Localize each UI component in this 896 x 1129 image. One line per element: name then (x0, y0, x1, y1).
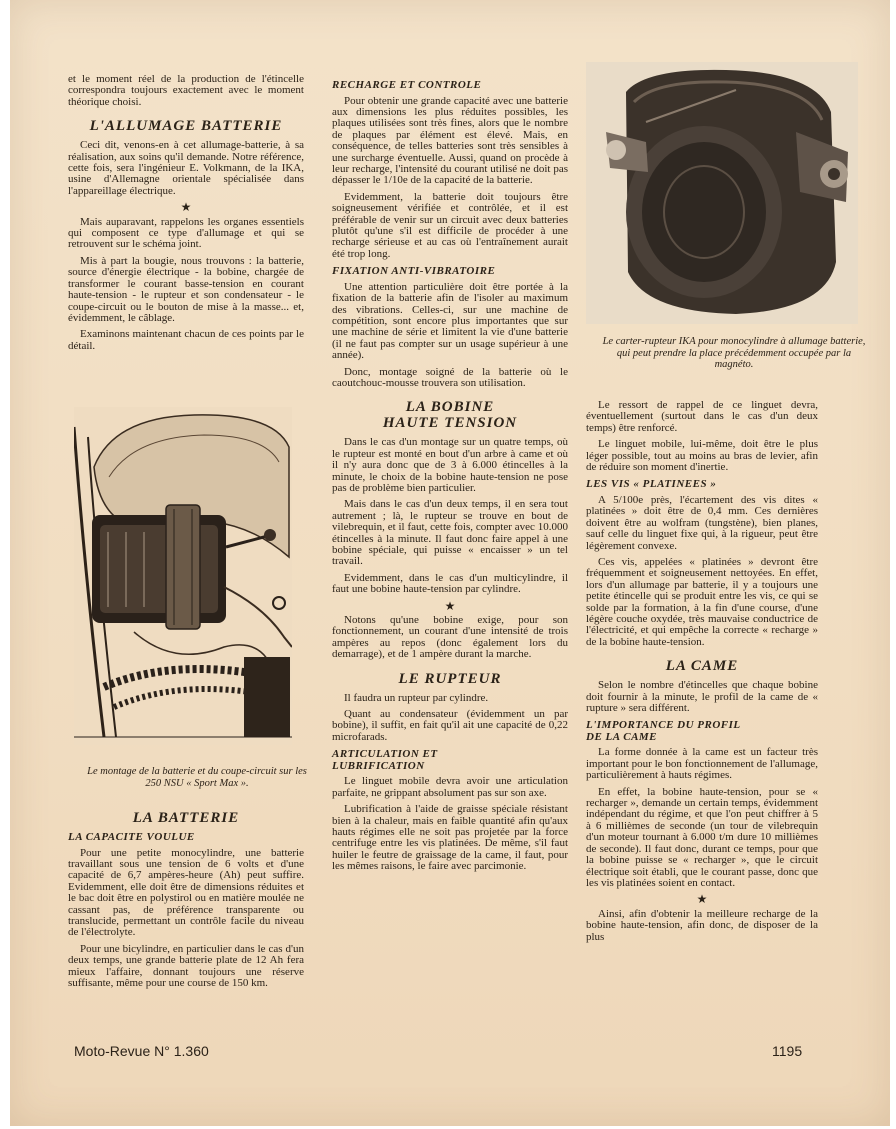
paragraph: Mis à part la bougie, nous trouvons : la batterie, source d'énergie électrique - la bobine, chargée de transformer le courant basse-tension en courant haute-tension - le rupteur et son condensateur - le coupe-circuit ou le bouton de mise à la masse... et, évidemment, le câblage. (68, 254, 304, 324)
paragraph: Lubrification à l'aide de graisse spéciale résistant bien à la chaleur, mais en faible quantité afin qu'aux hauts régimes elle ne soit pas projetée par la force centrifuge entre les vis platinées. De même, s'il faut huiler le feutre de graissage de la came, il faut, pour les mêmes raisons, le faire avec parcimonie. (332, 803, 568, 873)
column-2 (332, 74, 568, 878)
paragraph: Notons qu'une bobine exige, pour son fonctionnement, un courant d'une intensité de trois ampères au repos (donc également lors du demarrage), et de 1 ampère durant la marche. (332, 614, 568, 661)
paragraph: Selon le nombre d'étincelles que chaque bobine doit fournir à la minute, le profil de la came de « rupture » sera différent. (586, 679, 818, 715)
column-3 (586, 400, 818, 948)
paragraph: et le moment réel de la production de l'étincelle correspondra toujours exactement avec le moment théorique choisi. (68, 73, 304, 108)
paragraph: Ainsi, afin d'obtenir la meilleure recharge de la bobine haute-tension, afin donc, de disposer de la plus (586, 907, 818, 943)
footer-page-number: 1195 (772, 1043, 803, 1059)
paragraph: Examinons maintenant chacun de ces points par le détail. (68, 328, 304, 352)
paragraph: Le linguet mobile, lui-même, doit être le plus léger possible, tout au moins au bras de levier, afin de réduire son moment d'inertie. (586, 438, 818, 474)
paragraph: Pour une petite monocylindre, une batterie travaillant sous une tension de 6 volts et d'une capacité de 6,7 ampères-heure (Ah) peut suffire. Evidemment, elle doit être de dimensions réduites et le bac doit être en polystirol ou en matière moulée ne cassant pas, de préférence transparente ou translucide, permettant un contrôle facile du niveau de l'électrolyte. (68, 846, 304, 939)
section-heading: LA BATTERIE (132, 810, 240, 826)
paragraph: Donc, montage soigné de la batterie où le caoutchouc-mousse trouvera son utilisation. (332, 365, 568, 389)
paragraph: Quant au condensateur (évidemment un par bobine), il suffit, en fait qu'il ait une capacité de 0,22 microfarads. (332, 708, 568, 743)
subsection-heading: ARTICULATION ET (332, 748, 438, 761)
section-heading: LA BOBINE (405, 399, 495, 416)
paragraph: Il faudra un rupteur par cylindre. (344, 691, 489, 704)
paragraph: Pour une bicylindre, en particulier dans le cas d'un deux temps, une grande batterie plate de 12 Ah fera mieux l'affaire, donnant toujours une réserve suffisante, même pour une course de 150 km. (68, 942, 304, 989)
column-1-bottom (68, 810, 304, 994)
section-heading: LA CAME (665, 658, 739, 675)
section-heading: LE RUPTEUR (398, 670, 502, 687)
paragraph: Le ressort de rappel de ce linguet devra, éventuellement (surtout dans le cas d'un deux temps) être renforcé. (586, 399, 818, 434)
paragraph: Une attention particulière doit être portée à la fixation de la batterie afin de l'isoler au maximum des vibrations. Celles-ci, sur une machine de compétition, sont encore plus importantes que sur une machine de série et limitent la vie d'une batterie (il ne faut pas compter sur un usage supérieur à une année). (332, 280, 568, 362)
star-separator: ★ (444, 598, 456, 613)
subsection-heading: LUBRIFICATION (332, 759, 425, 772)
paragraph: Pour obtenir une grande capacité avec une batterie aux dimensions les plus réduites possibles, les plaques utilisées sont très fines, alors que le nombre de plaques par élément est élevé. Mais, en conséquence, de telles batteries sont très sensibles à une surcharge éventuelle. Aussi, quand on procède à leur recharge, l'intensité du courant utilisé ne doit pas dépasser le 1/10e de la capacité de la batterie. (332, 94, 568, 187)
footer-magazine-issue: Moto-Revue N° 1.360 (74, 1043, 209, 1059)
subsection-heading: RECHARGE ET CONTROLE (332, 79, 482, 91)
subsection-heading: LES VIS « PLATINEES » (586, 478, 717, 491)
figure-caption: Le montage de la batterie et du coupe-circuit sur les 250 NSU « Sport Max ». (87, 766, 307, 789)
paragraph: Mais dans le cas d'un deux temps, il en sera tout autrement ; là, le rupteur se trouve en bout de vilebrequin, et il faut, cette fois, compter avec 10.000 étincelles à la minute. Il faut donc faire appel à une bobine spéciale, qui puisse « encaisser » un tel travail. (332, 498, 568, 568)
subsection-heading: LA CAPACITE VOULUE (68, 831, 195, 843)
paragraph: Evidemment, dans le cas d'un multicylindre, il faut une bobine haute-tension par cylindre. (332, 571, 568, 596)
paragraph: Evidemment, la batterie doit toujours être soigneusement vérifiée et contrôlée, et il est préférable de venir sur un circuit avec deux batteries plutôt qu'une s'il est difficile de procéder à une recharge sérieuse et au cas où l'entraînement aurait été trop long. (332, 190, 568, 260)
paragraph: La forme donnée à la came est un facteur très important pour le bon fonctionnement de l'allumage, particulièrement à hauts régimes. (586, 746, 818, 782)
star-separator: ★ (696, 892, 708, 907)
subsection-heading: L'IMPORTANCE DU PROFIL (586, 719, 741, 732)
figure-caption: Le carter-rupteur IKA pour monocylindre à allumage batterie, qui peut prendre la place précédemment occupée par la magnéto. (602, 336, 866, 370)
star-separator: ★ (180, 200, 192, 215)
paragraph: Ces vis, appelées « platinées » devront être fréquemment et soigneusement nettoyées. En effet, lors d'un allumage par batterie, il y a toujours une petite étincelle qui se produit entre les vis, ce qui se solde par la formation, à la fin d'une course, d'une légère couche oxydée, très mauvaise conductrice de l'électricité, et qui empêche la correcte « recharge » de la bobine haute-tension. (586, 555, 818, 648)
paragraph: Le linguet mobile devra avoir une articulation parfaite, ne grippant absolument pas sur son axe. (332, 775, 568, 799)
battery-mount-illustration (74, 407, 292, 745)
ika-breaker-photo (586, 62, 858, 324)
column-1 (68, 74, 304, 357)
paragraph: A 5/100e près, l'écartement des vis dites « platinées » doit être de 0,4 mm. Ces dernières doivent être au wolfram (tungstène), bien planes, sauf celle du linguet fixe qui, à la rigueur, peut être légèrement convexe. (586, 493, 818, 552)
section-heading: L'ALLUMAGE BATTERIE (89, 118, 283, 135)
paragraph: En effet, la bobine haute-tension, pour se « recharger », demande un certain temps, évidemment indépendant du régime, et que l'on peut chiffrer à 5 à 6 millièmes de seconde (un tour de vilebrequin d'un moteur tournant à 6.000 t/m dure 10 millièmes de seconde). Il faut donc, durant ce temps, pour que la bobine puisse se « recharger », que le circuit électrique soit établi, que le courant passe, donc que les vis platinées soient en contact. (586, 785, 818, 889)
section-heading: HAUTE TENSION (382, 415, 518, 432)
subsection-heading: DE LA CAME (586, 730, 658, 743)
subsection-heading: FIXATION ANTI-VIBRATOIRE (332, 265, 496, 278)
paragraph: Mais auparavant, rappelons les organes essentiels qui composent ce type d'allumage et qui se retrouvent sur le schéma joint. (68, 215, 304, 251)
paragraph: Ceci dit, venons-en à cet allumage-batterie, à sa réalisation, aux soins qu'il demande. Notre référence, cette fois, sera l'ingénieur E. Volkmann, de la IKA, usine d'Allemagne orientale spécialisée dans l'appareillage électrique. (68, 139, 304, 197)
paragraph: Dans le cas d'un montage sur un quatre temps, où le rupteur est monté en bout d'un arbre à came et où il n'y aura donc que de 3 à 6.000 étincelles à la minute, le choix de la bobine haute-tension ne pose pas de problème bien particulier. (332, 436, 568, 494)
